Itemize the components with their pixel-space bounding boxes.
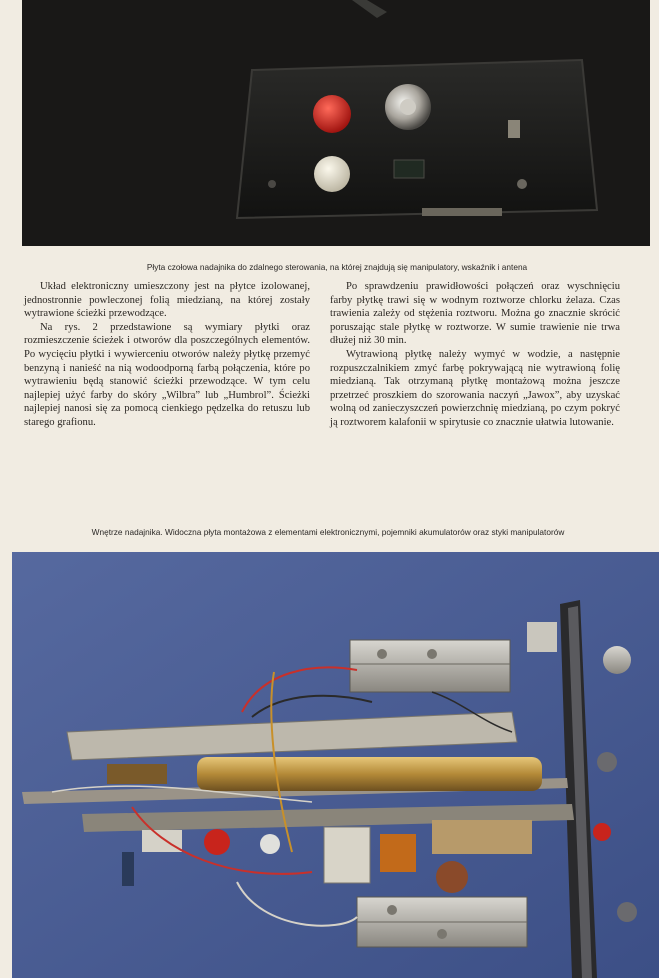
article-column-right [330,280,620,430]
article-paragraph: Na rys. 2 przedstawione są wymiary płytki oraz rozmieszczenie ścieżek i otworów dla poszczególnych elementów. Po wycięciu płytki i wywierceniu otworów należy płytkę przemyć benzyną i nanieść na nią wodoodporną farbą połączenia, które po wytrawieniu będą stanowić ścieżki przewodzące. W tym celu najlepiej użyć farby do skóry „Wilbra” lub „Humbrol”. Ścieżki najlepiej nanosi się za pomocą cienkiego pędzelka do retuszu lub starego grafionu. [24,321,310,428]
article-column-left [24,280,310,430]
front-panel-illustration [22,0,650,246]
transmitter-interior-photo [12,552,659,978]
article-paragraph: Po sprawdzeniu prawidłowości połączeń oraz wyschnięciu farby płytkę trawi się w wodnym roztworze chlorku żelaza. Czas trawienia zależy od stężenia roztworu. Można go znacznie skrócić poruszając stale płytkę w roztworze. W sumie trawienie nie trwa dłużej niż 30 min. [330,281,620,347]
top-photo-caption: Płyta czołowa nadajnika do zdalnego sterowania, na której znajdują się manipulatory, wskaźnik i antena [146,262,528,272]
interior-illustration [12,552,659,978]
bottom-photo-caption: Wnętrze nadajnika. Widoczna płyta montażowa z elementami elektronicznymi, pojemniki akumulatorów oraz styki manipulatorów [91,527,565,537]
article-paragraph: Układ elektroniczny umieszczony jest na płytce izolowanej, jednostronnie powleczonej folią miedzianą, na której zostały wytrawione ścieżki przewodzące. [24,281,310,320]
article-paragraph: Wytrawioną płytkę należy wymyć w wodzie, a następnie rozpuszczalnikiem zmyć farbę pokrywającą nie wytrawioną folię miedzianą. Tak otrzymaną płytkę montażową można jeszcze przetrzeć proszkiem do szorowania naczyń „Jawox”, aby uzyskać wolną od zanieczyszczeń powierzchnię miedzianą, po czym pokryć ją roztworem kalafonii w spirytusie co znacznie ułatwia lutowanie. [330,348,620,428]
transmitter-front-panel-photo [22,0,650,246]
